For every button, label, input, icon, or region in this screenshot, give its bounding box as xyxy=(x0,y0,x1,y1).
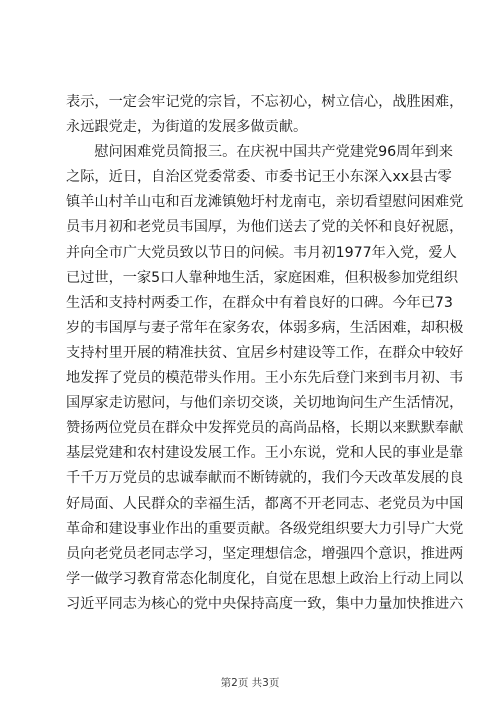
text-line: 并向全市广大党员致以节日的问候。韦月初1977年入党，爱人 xyxy=(66,244,457,261)
text-line: 千千万万党员的忠诚奉献而不断铸就的，我们今天改革发展的良 xyxy=(66,470,464,487)
text-line: 已过世，一家5口人靠种地生活，家庭困难，但积极参加党组织 xyxy=(66,269,459,286)
text-line: 基层党建和农村建设发展工作。王小东说，党和人民的事业是靠 xyxy=(66,445,464,462)
text-line: 生活和支持村两委工作，在群众中有着良好的口碑。今年已73 xyxy=(66,294,453,311)
text-line: 永远跟党走，为街道的发展多做贡献。 xyxy=(66,119,308,136)
text-line: 习近平同志为核心的党中央保持高度一致，集中力量加快推进六 xyxy=(66,595,464,612)
text-line: 学一做学习教育常态化制度化，自觉在思想上政治上行动上同以 xyxy=(66,570,464,587)
text-line: 员韦月初和老党员韦国厚，为他们送去了党的关怀和良好祝愿， xyxy=(66,219,464,236)
text-line: 赞扬两位党员在群众中发挥党员的高尚品格，长期以来默默奉献 xyxy=(66,420,464,437)
page-number-footer: 第2页 共3页 xyxy=(220,677,280,689)
text-line: 好局面、人民群众的幸福生活，都离不开老同志、老党员为中国 xyxy=(66,495,464,512)
text-line: 革命和建设事业作出的重要贡献。各级党组织要大力引导广大党 xyxy=(66,520,464,537)
text-line: 地发挥了党员的模范带头作用。王小东先后登门来到韦月初、韦 xyxy=(66,370,464,387)
text-line: 镇羊山村羊山屯和百龙滩镇勉圩村龙南屯，亲切看望慰问困难党 xyxy=(66,194,464,211)
text-line: 岁的韦国厚与妻子常年在家务农，体弱多病，生活困难，却积极 xyxy=(66,319,464,336)
text-line: 慰问困难党员简报三。在庆祝中国共产党建党96周年到来 xyxy=(66,144,453,161)
document-body xyxy=(66,90,464,617)
text-line: 表示，一定会牢记党的宗旨，不忘初心，树立信心，战胜困难， xyxy=(66,94,464,110)
text-line: 员向老党员老同志学习，坚定理想信念，增强四个意识，推进两 xyxy=(66,545,464,562)
text-line: 国厚家走访慰问，与他们亲切交谈，关切地询问生产生活情况， xyxy=(66,395,464,412)
text-line: 支持村里开展的精准扶贫、宜居乡村建设等工作，在群众中较好 xyxy=(66,344,464,361)
text-line: 之际，近日，自治区党委常委、市委书记王小东深入xx县古零 xyxy=(66,169,452,186)
